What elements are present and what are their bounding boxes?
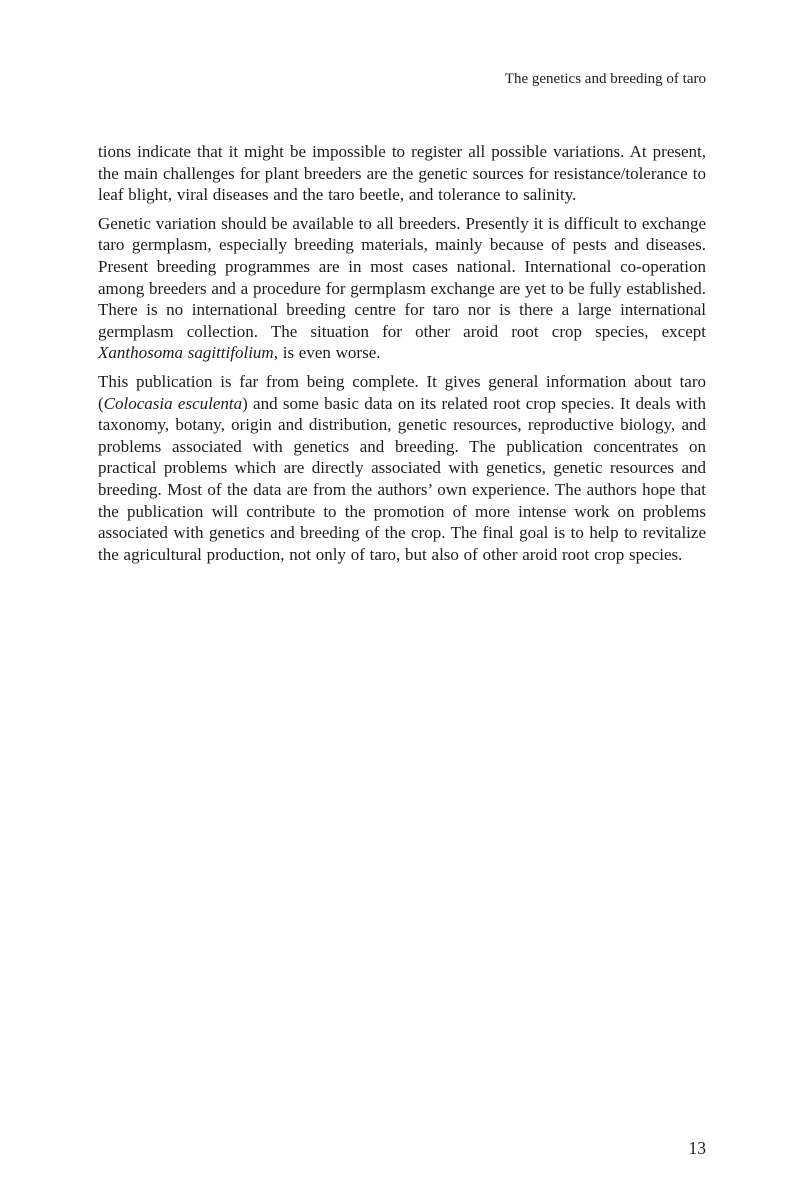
paragraph-genetic-variation: Genetic variation should be available to all breeders. Presently it is difficult to exchange taro germplasm, especially breeding materials, mainly because of pests and diseases. Present breeding programmes are in most cases national. International co-operation among breeders and a procedure for germplasm exchange are yet to be fully established. There is no international breeding centre for taro nor is there a large international germplasm collection. The situation for other aroid root crop species, except Xanthosoma sagittifolium, is even worse.: [98, 213, 706, 363]
page-number: 13: [688, 1138, 706, 1158]
paragraph-publication-scope: This publication is far from being complete. It gives general information about taro (Colocasia esculenta) and some basic data on its related root crop species. It deals with taxonomy, botany, origin and distribution, genetic resources, reproductive biology, and problems associated with genetics and breeding. The publication concentrates on practical problems which are directly associated with genetics, genetic resources and breeding. Most of the data are from the authors’ own experience. The authors hope that the publication will contribute to the promotion of more intense work on problems associated with genetics and breeding of the crop. The final goal is to help to revitalize the agricultural production, not only of taro, but also of other aroid root crop species.: [98, 371, 706, 564]
paragraph-continuation: tions indicate that it might be impossible to register all possible variations. At present, the main challenges for plant breeders are the genetic sources for resistance/tolerance to leaf blight, viral diseases and the taro beetle, and tolerance to salinity.: [98, 142, 706, 205]
running-header: The genetics and breeding of taro: [504, 71, 706, 87]
page-body: [98, 141, 706, 572]
